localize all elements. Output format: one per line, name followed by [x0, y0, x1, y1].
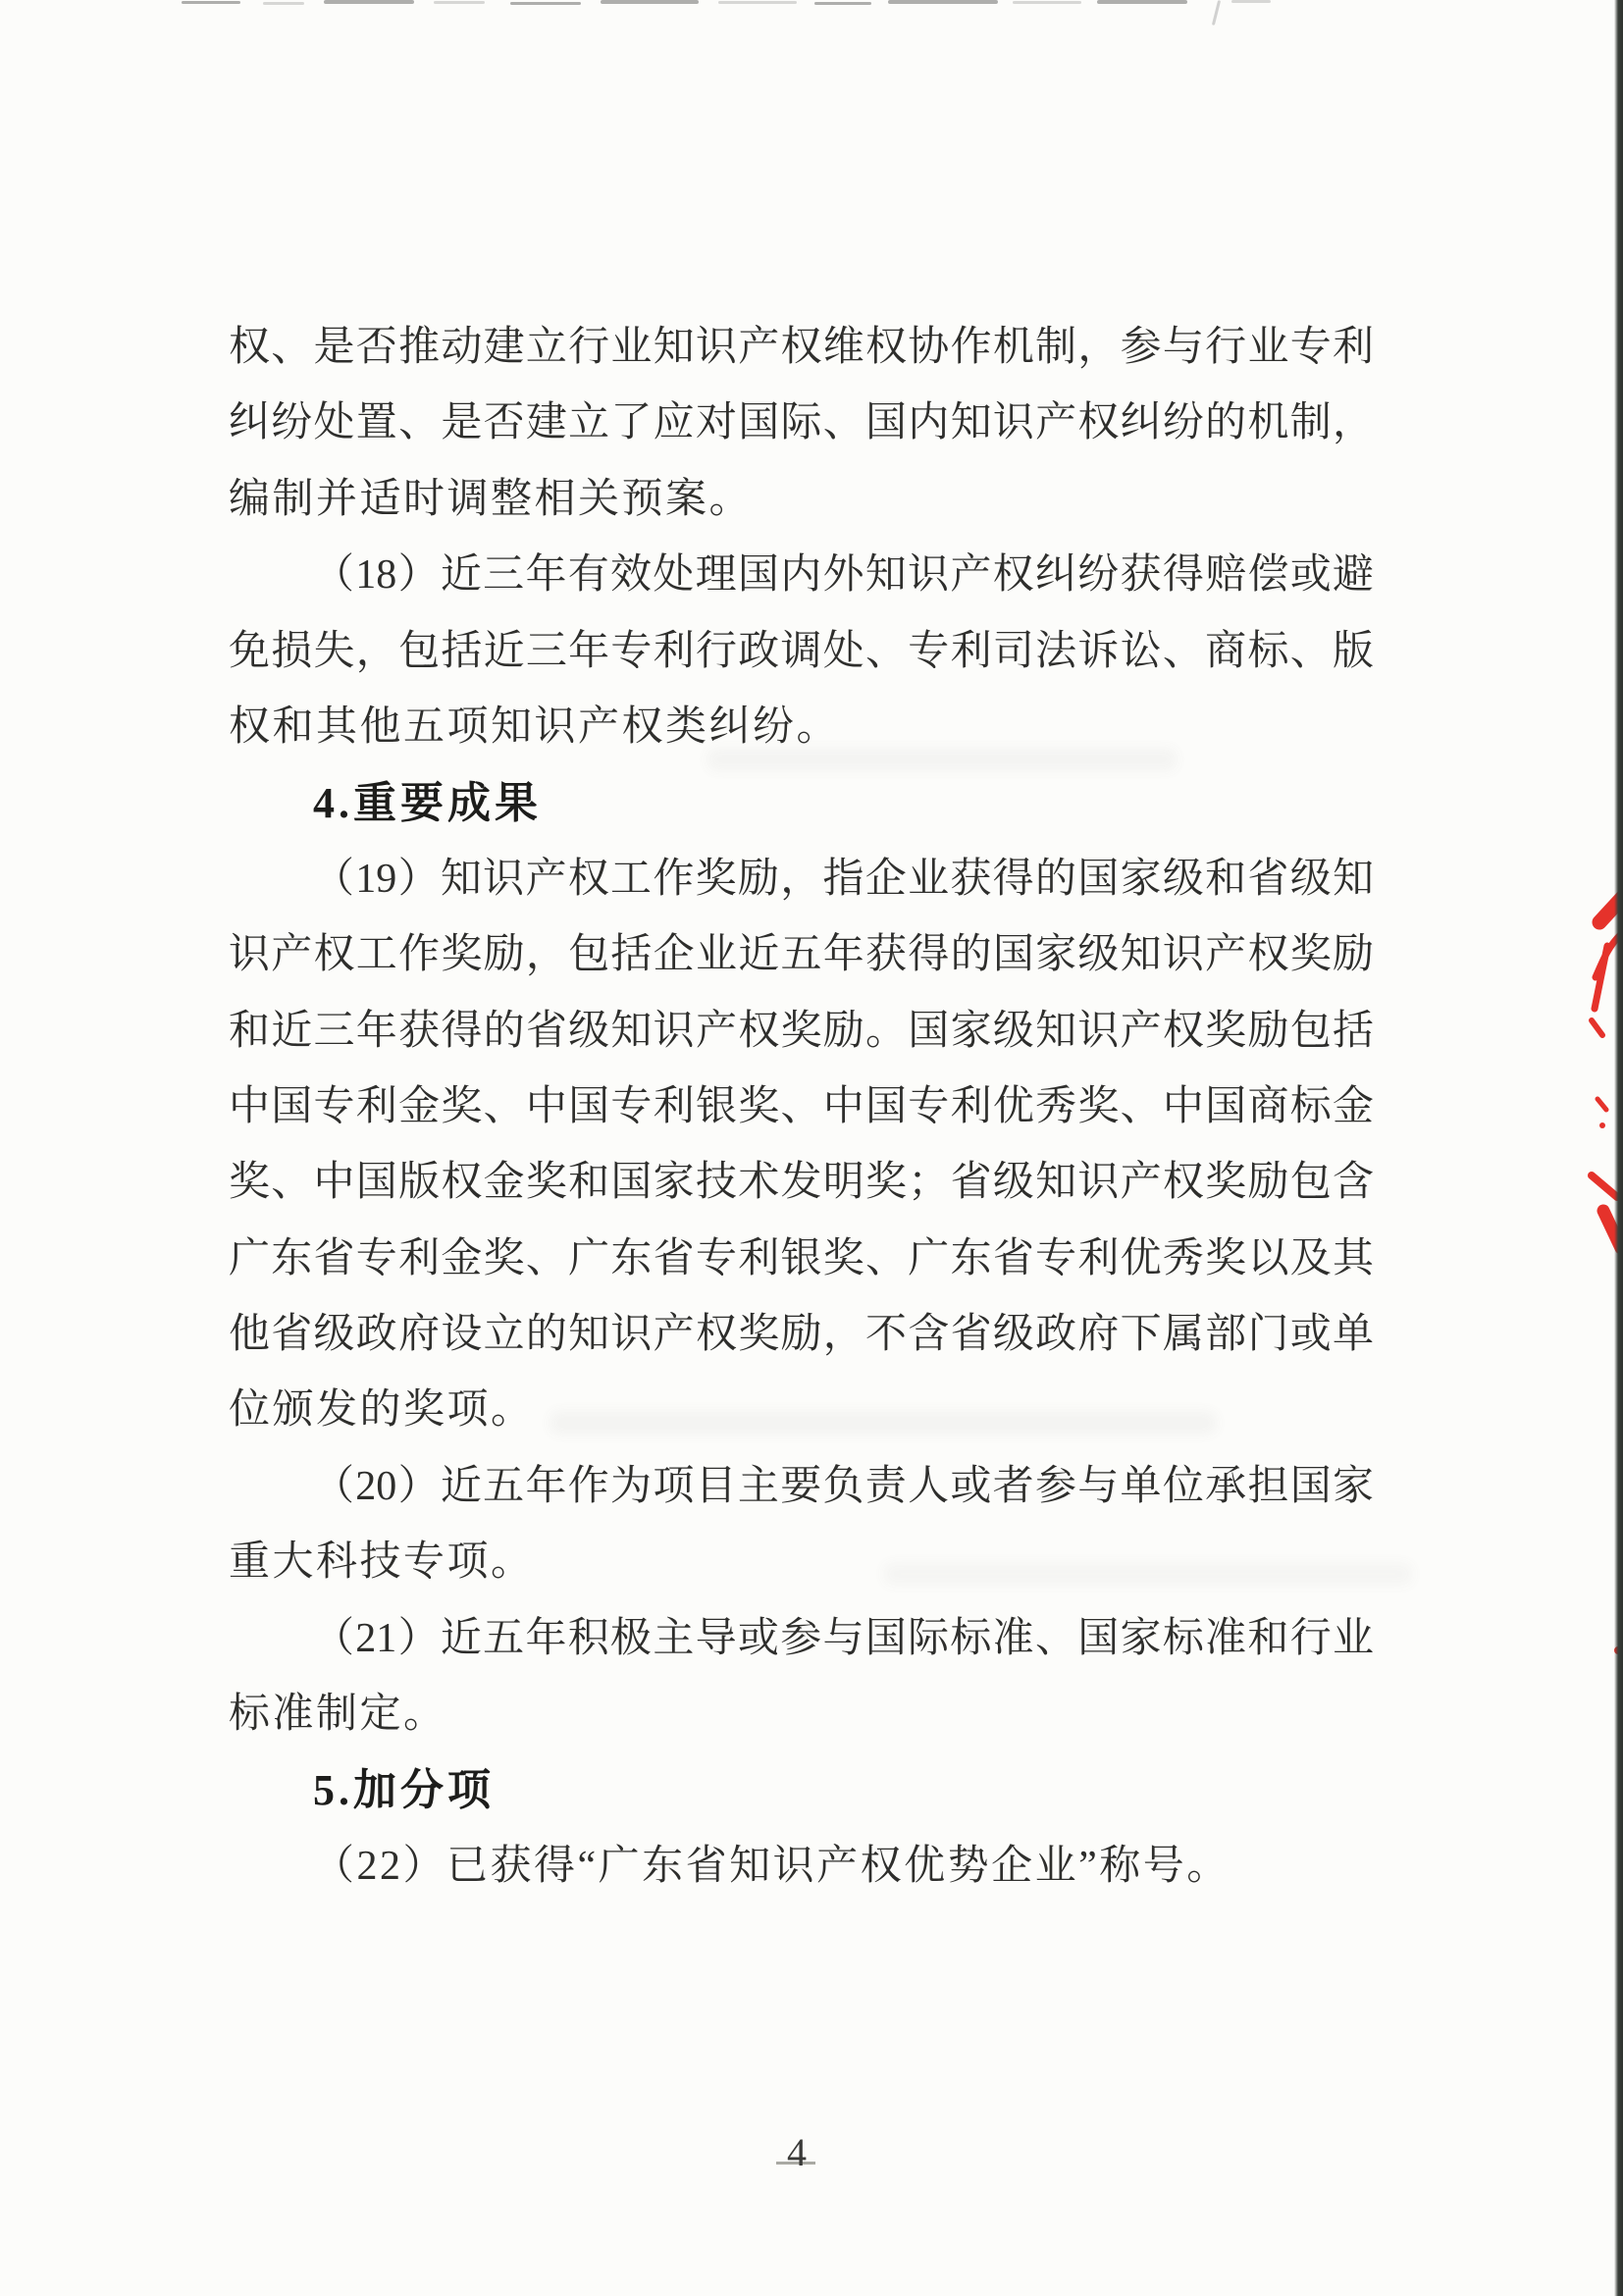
- section-heading: 5.加分项: [313, 1766, 495, 1815]
- scan-artifact: [1097, 0, 1187, 4]
- text-line: 权和其他五项知识产权类纠纷。: [229, 704, 841, 750]
- text-line: 标准制定。: [229, 1692, 447, 1738]
- text-line: 他省级政府设立的知识产权奖励，不含省级政府下属部门或单: [229, 1312, 1374, 1358]
- scan-edge-line: [1614, 0, 1623, 2296]
- text-line: 免损失，包括近三年专利行政调处、专利司法诉讼、商标、版: [229, 628, 1374, 674]
- text-line: 编制并适时调整相关预案。: [229, 476, 754, 522]
- text-line: （21）近五年积极主导或参与国际标准、国家标准和行业: [313, 1615, 1374, 1661]
- scan-artifact: [1013, 1, 1081, 4]
- scan-artifact: [182, 1, 240, 4]
- text-line: 中国专利金奖、中国专利银奖、中国专利优秀奖、中国商标金: [229, 1083, 1374, 1129]
- scan-artifact: [601, 0, 699, 4]
- scan-artifact: [263, 2, 304, 5]
- document-body: [229, 310, 1374, 1905]
- scan-artifact: [324, 0, 414, 4]
- scan-artifact: [814, 2, 871, 5]
- text-line: （20）近五年作为项目主要负责人或者参与单位承担国家: [313, 1463, 1374, 1509]
- text-line: 奖、中国版权金奖和国家技术发明奖；省级知识产权奖励包含: [229, 1160, 1374, 1206]
- text-line: （18）近三年有效处理国内外知识产权纠纷获得赔偿或避: [313, 552, 1374, 599]
- scan-artifact: [888, 0, 998, 4]
- text-line: （19）知识产权工作奖励，指企业获得的国家级和省级知: [313, 856, 1374, 902]
- scan-artifact: [510, 2, 581, 5]
- text-line: 识产权工作奖励，包括企业近五年获得的国家级知识产权奖励: [229, 932, 1374, 978]
- text-line: 和近三年获得的省级知识产权奖励。国家级知识产权奖励包括: [229, 1008, 1374, 1054]
- page-number: 4: [787, 2130, 807, 2174]
- section-heading: 4.重要成果: [313, 779, 542, 828]
- scan-artifact: [434, 1, 485, 4]
- text-line: 纠纷处置、是否建立了应对国际、国内知识产权纠纷的机制，: [229, 400, 1374, 446]
- scan-artifact: [1231, 0, 1271, 3]
- text-line: （22）已获得“广东省知识产权优势企业”称号。: [313, 1843, 1230, 1889]
- scan-artifact: [1212, 0, 1221, 26]
- text-line: 广东省专利金奖、广东省专利银奖、广东省专利优秀奖以及其: [229, 1235, 1374, 1281]
- text-line: 重大科技专项。: [229, 1539, 535, 1586]
- text-line: 位颁发的奖项。: [229, 1387, 535, 1434]
- scan-artifact: [718, 1, 797, 4]
- text-line: 权、是否推动建立行业知识产权维权协作机制，参与行业专利: [229, 325, 1374, 370]
